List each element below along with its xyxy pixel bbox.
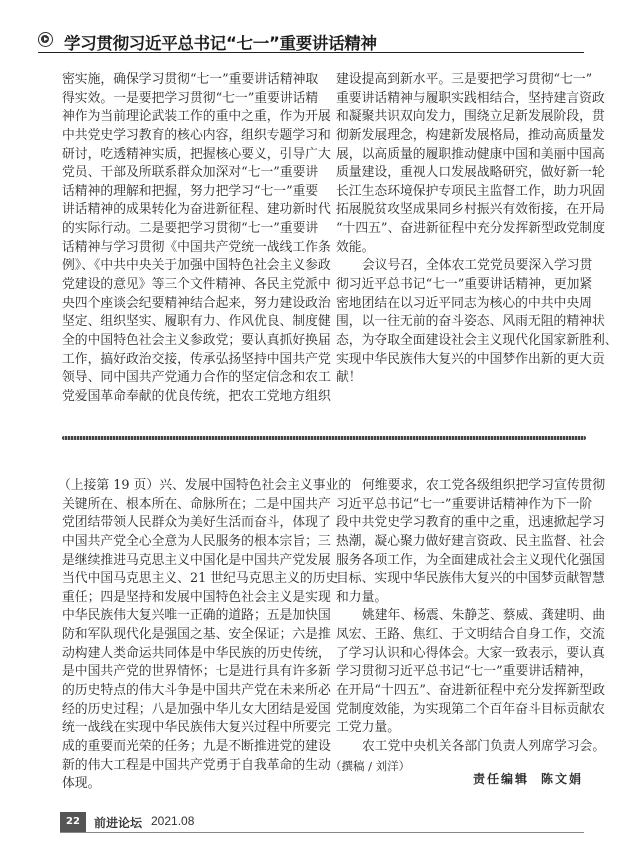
text-line: 例》、《中共中央关于加强中国特色社会主义参政 xyxy=(62,258,331,274)
text-line: 党制度效能，为实现第二个百年奋斗目标贡献农 xyxy=(336,701,605,717)
bottom-right-column xyxy=(330,477,606,775)
text-line: 中国共产党全心全意为人民服务的根本宗旨；三 xyxy=(62,533,331,549)
editor-credit xyxy=(473,770,583,787)
text-line: 是继续推进马克思主义中国化是中国共产党发展 xyxy=(62,552,331,568)
text-line: 统一战线在实现中华民族伟大复兴过程中所要完 xyxy=(62,720,331,736)
paragraph xyxy=(336,738,606,757)
paragraph xyxy=(336,607,606,737)
text-line: 是中国共产党的世界情怀；七是进行具有许多新 xyxy=(62,664,331,680)
text-line: 习近平总书记“七一”重要讲话精神作为下一阶 xyxy=(336,496,593,512)
text-line: “十四五”、奋进新征程中充分发挥新型政党制度 xyxy=(336,221,606,237)
text-line: 的历史特点的伟大斗争是中国共产党在未来所必 xyxy=(62,683,331,699)
text-line: 体现。 xyxy=(62,776,101,792)
text-line: 会议号召，全体农工党党员要深入学习贯 xyxy=(362,258,593,274)
text-line: 密地团结在以习近平同志为核心的中共中央周 xyxy=(336,295,592,311)
text-line: 彻习近平总书记“七一”重要讲话精神，更加紧 xyxy=(336,277,593,293)
text-line: 得实效。一是要把学习贯彻“七一”重要讲话精 xyxy=(62,90,319,106)
text-line: 党建设的意见》等三个文件精神、各民主党派中 xyxy=(62,277,331,293)
text-line: 重任；四是坚持和发展中国特色社会主义是实现 xyxy=(62,589,331,605)
text-line: 领导、同中国共产党通力合作的坚定信念和农工 xyxy=(62,370,331,386)
text-line: 话精神的理解和把握，努力把学习“七一”重要 xyxy=(62,183,319,199)
text-line: 态，为夺取全面建设社会主义现代化国家新胜利、 xyxy=(336,332,618,348)
editor-label: 责任编辑 xyxy=(472,772,529,786)
text-line: 关键所在、根本所在、命脉所在；二是中国共产 xyxy=(62,496,331,512)
text-line: 中共党史学习教育的核心内容，组织专题学习和 xyxy=(62,127,331,143)
text-line: 坚定、组织坚实、履职有力、作风优良、制度健 xyxy=(62,314,331,330)
text-line: 话精神与学习贯彻《中国共产党统一战线工作条 xyxy=(62,239,331,255)
text-line: 重要讲话精神与履职实践相结合，坚持建言资政 xyxy=(336,90,605,106)
text-line: 实现中华民族伟大复兴的中国梦作出新的更大贡 xyxy=(336,351,605,367)
page-number: 22 xyxy=(60,812,86,832)
paragraph xyxy=(62,71,331,407)
text-line: 姚建年、杨震、朱静芝、蔡威、龚建明、曲 xyxy=(362,608,606,624)
text-line: 动构建人类命运共同体是中华民族的历史传统， xyxy=(62,645,331,661)
section-title: 学习贯彻习近平总书记“七一”重要讲话精神 xyxy=(64,34,377,53)
text-line: 在开局“十四五”、奋进新征程中充分发挥新型政 xyxy=(336,683,606,699)
text-line: 和凝聚共识双向发力，围绕立足新发展阶段，贯 xyxy=(336,109,605,125)
text-line: 工作，搞好政治交接，传承弘扬坚持中国共产党 xyxy=(62,351,331,367)
dotted-divider xyxy=(62,436,586,440)
text-line: 新的伟大工程是中国共产党勇于自我革命的生动 xyxy=(62,757,331,773)
paragraph xyxy=(336,477,606,607)
text-line: 段中共党史学习教育的重中之重，迅速掀起学习 xyxy=(336,515,605,531)
section-header xyxy=(38,30,584,53)
text-line: 全的中国特色社会主义参政党；要认真抓好换届 xyxy=(62,332,331,348)
text-line: （上接第 19 页）兴、发展中国特色社会主义事业的 xyxy=(58,478,352,493)
text-line: 讲话精神的成果转化为奋进新征程、建功新时代 xyxy=(62,202,331,218)
text-line: 的实际行动。二是要把学习贯彻“七一”重要讲 xyxy=(62,221,319,237)
text-line: 研讨，吃透精神实质，把握核心要义，引导广大 xyxy=(62,146,331,162)
text-line: 质量建设，重视人口发展战略研究，做好新一轮 xyxy=(336,165,605,181)
text-line: 防和军队现代化是强国之基、安全保证；六是推 xyxy=(62,627,331,643)
text-line: 围，以一往无前的奋斗姿态、风雨无阻的精神状 xyxy=(336,314,605,330)
text-line: 长江生态环境保护专项民主监督工作，助力巩固 xyxy=(336,183,605,199)
text-line: 党团结带领人民群众为美好生活而奋斗，体现了 xyxy=(62,515,331,531)
text-line: 展，以高质量的履职推动健康中国和美丽中国高 xyxy=(336,146,605,162)
text-line: 彻新发展理念，构建新发展格局，推动高质量发 xyxy=(336,127,605,143)
text-line: 凤宏、王路、焦红、于文明结合自身工作，交流 xyxy=(336,627,605,643)
text-line: 当代中国马克思主义、21 世纪马克思主义的历史 xyxy=(62,571,339,587)
top-right-column xyxy=(336,71,618,388)
text-line: 了学习认识和心得体会。大家一致表示，要认真 xyxy=(336,645,605,661)
text-line: 和力量。 xyxy=(336,589,388,605)
text-line: 中华民族伟大复兴唯一正确的道路；五是加快国 xyxy=(62,608,331,624)
text-line: 效能。 xyxy=(336,239,375,255)
text-line: （撰稿 / 刘洋） xyxy=(330,758,411,773)
text-line: 农工党中央机关各部门负责人列席学习会。 xyxy=(362,738,606,754)
text-line: 何维要求，农工党各级组织把学习宣传贯彻 xyxy=(362,478,606,493)
page-footer xyxy=(60,812,584,833)
text-line: 工党力量。 xyxy=(336,720,400,736)
text-line: 央四个座谈会纪要精神结合起来，努力建设政治 xyxy=(62,295,331,311)
text-line: 学习贯彻习近平总书记“七一”重要讲话精神， xyxy=(336,664,593,680)
text-line: 目标、实现中华民族伟大复兴的中国梦贡献智慧 xyxy=(336,571,605,587)
circle-arrow-right-icon xyxy=(38,32,53,47)
text-line: 党员、干部及所联系群众加深对“七一”重要讲 xyxy=(62,165,319,181)
text-line: 拓展脱贫攻坚成果同乡村振兴有效衔接，在开局 xyxy=(336,202,605,218)
bottom-left-column xyxy=(58,477,352,794)
text-line: 神作为当前理论武装工作的重中之重，作为开展 xyxy=(62,109,331,125)
text-line: 党爱国革命奉献的优良传统，把农工党地方组织 xyxy=(62,388,331,404)
text-line: 密实施，确保学习贯彻“七一”重要讲话精神取 xyxy=(62,72,319,87)
text-line: 经的历史过程；八是加强中华儿女大团结是爱国 xyxy=(62,701,331,717)
paragraph xyxy=(336,71,606,257)
text-line: 建设提高到新水平。三是要把学习贯彻“七一” xyxy=(336,72,593,87)
top-left-column xyxy=(62,71,331,407)
text-line: 献！ xyxy=(336,370,362,386)
paragraph xyxy=(58,477,352,794)
text-line: 服务各项工作，为全面建成社会主义现代化强国 xyxy=(336,552,605,568)
issue-date: 2021.08 xyxy=(151,814,195,828)
magazine-name: 前进论坛 xyxy=(94,816,143,830)
text-line: 热潮，凝心聚力做好建言资政、民主监督、社会 xyxy=(336,533,605,549)
editor-name: 陈文娟 xyxy=(540,772,583,786)
paragraph xyxy=(336,257,618,387)
text-line: 成的重要而光荣的任务；九是不断推进党的建设 xyxy=(62,738,331,754)
